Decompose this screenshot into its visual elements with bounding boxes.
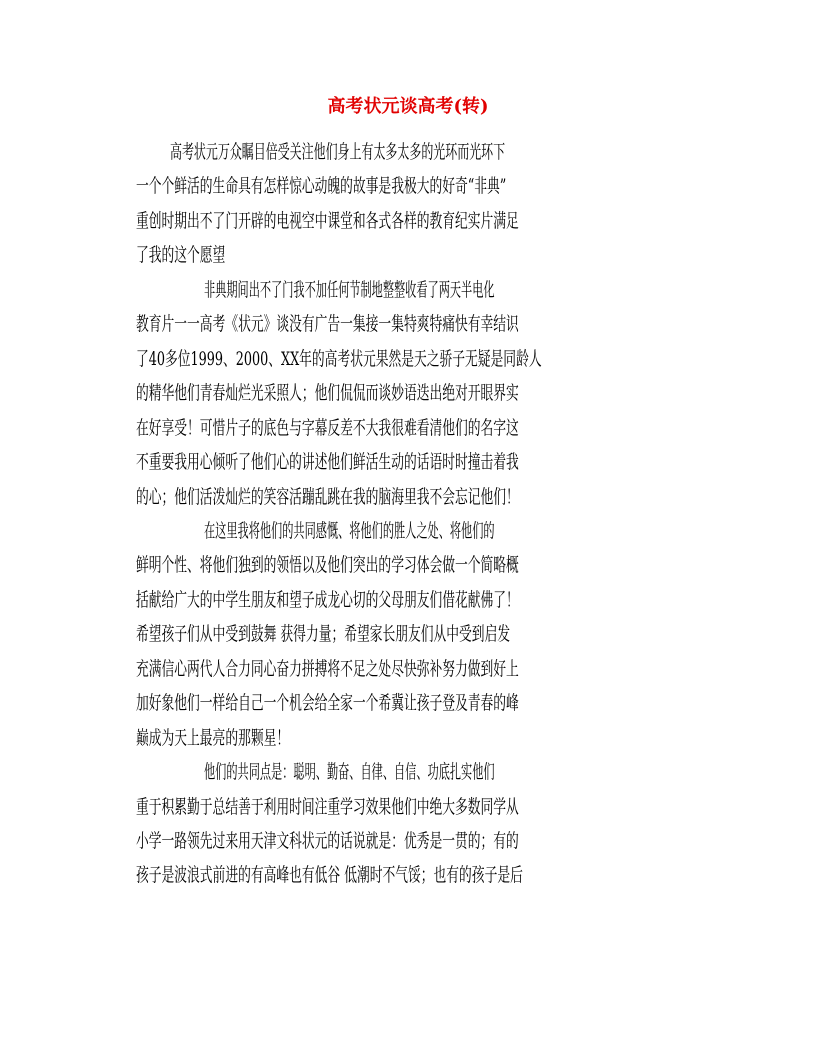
body-line: 的心；他们活泼灿烂的笑容活蹦乱跳在我的脑海里我不会忘记他们！: [136, 485, 519, 508]
document-title: 高考状元谈高考(转): [327, 96, 489, 117]
body-line: 充满信心两代人合力同心奋力拼搏将不足之处尽快弥补努力做到好上: [136, 657, 519, 680]
body-line: 的精华他们青春灿烂光采照人；他们侃侃而谈妙语迭出绝对开眼界实: [136, 382, 519, 405]
body-line: 在这里我将他们的共同感慨、将他们的胜人之处、将他们的: [204, 519, 495, 542]
body-line: 高考状元万众瞩目倍受关注他们身上有太多太多的光环而光环下: [170, 141, 506, 163]
body-line: 孩子是波浪式前进的有高峰也有低谷 低潮时不气馁；也有的孩子是后: [136, 864, 523, 887]
body-line: 了我的这个愿望: [136, 244, 226, 267]
body-line: 教育片一一高考《状元》谈没有广告一集接一集特爽特痛快有幸结识: [136, 313, 519, 336]
body-line: 希望孩子们从中受到鼓舞 获得力量；希望家长朋友们从中受到启发: [136, 623, 511, 646]
body-line: 他们的共同点是：聪明、勤奋、自律、自信、功底扎实他们: [204, 761, 495, 784]
body-line: 重于积累勤于总结善于利用时间注重学习效果他们中绝大多数同学从: [136, 795, 519, 818]
body-line: 鲜明个性、将他们独到的领悟以及他们突出的学习体会做一个简略概: [136, 554, 519, 577]
body-line: 在好享受！可惜片子的底色与字幕反差不大我很难看清他们的名字这: [136, 416, 519, 439]
body-line: 括献给广大的中学生朋友和望子成龙心切的父母朋友们借花献佛了！: [136, 588, 519, 611]
body-line: 一个个鲜活的生命具有怎样惊心动魄的故事是我极大的好奇“非典”: [136, 175, 507, 198]
body-line: 加好象他们一样给自己一个机会给全家一个希冀让孩子登及青春的峰: [136, 692, 519, 715]
body-line: 巅成为天上最亮的那颗星！: [136, 726, 290, 749]
body-line: 非典期间出不了门我不加任何节制地整整收看了两天半电化: [204, 278, 495, 301]
body-line: 了40多位1999、2000、XX年的高考状元果然是天之骄子无疑是同龄人: [136, 347, 542, 370]
body-line: 不重要我用心倾听了他们心的讲述他们鲜活生动的话语时时撞击着我: [136, 451, 519, 474]
body-line: 重创时期出不了门开辟的电视空中课堂和各式各样的教育纪实片满足: [136, 209, 519, 232]
body-line: 小学一路领先过来用天津文科状元的话说就是：优秀是一贯的；有的: [136, 830, 519, 852]
